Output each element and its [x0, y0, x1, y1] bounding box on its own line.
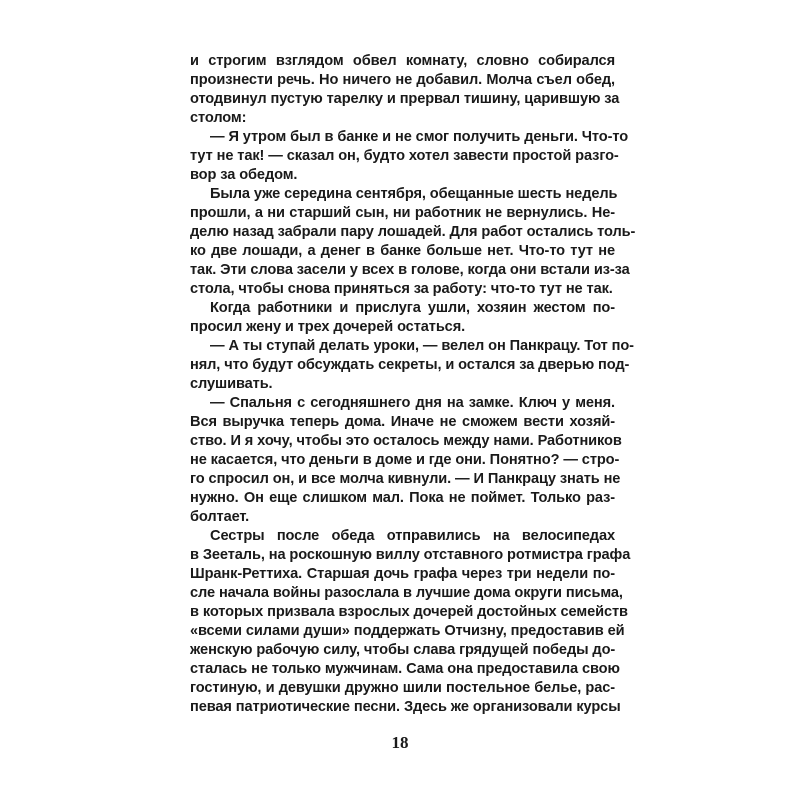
text-line: Вся выручка теперь дома. Иначе не сможем вести хозяй-	[190, 414, 615, 430]
text-line: прошли, а ни старший сын, ни работник не вернулись. Не-	[190, 205, 615, 221]
text-line: отодвинул пустую тарелку и прервал тишину, царившую за	[190, 91, 620, 107]
text-line: — А ты ступай делать уроки, — велел он Панкрацу. Тот по-	[210, 338, 634, 354]
text-line: болтает.	[190, 509, 250, 525]
text-line: стола, чтобы снова приняться за работу: что-то тут не так.	[190, 281, 613, 297]
text-line: в Зееталь, на роскошную виллу отставного ротмистра графа	[190, 547, 631, 563]
text-line: женскую рабочую силу, чтобы слава грядущей победы до-	[190, 642, 616, 658]
text-line: — Спальня с сегодняшнего дня на замке. Ключ у меня.	[210, 395, 615, 411]
text-line: произнести речь. Но ничего не добавил. Молча съел обед,	[190, 72, 615, 88]
text-line: Шранк-Реттиха. Старшая дочь графа через три недели по-	[190, 566, 615, 582]
text-line: Сестры после обеда отправились на велосипедах	[210, 528, 615, 544]
text-line: так. Эти слова засели у всех в голове, когда они встали из-за	[190, 262, 630, 278]
text-line: Когда работники и прислуга ушли, хозяин жестом по-	[210, 300, 615, 316]
text-line: просил жену и трех дочерей остаться.	[190, 319, 466, 335]
text-line: «всеми силами души» поддержать Отчизну, предоставив ей	[190, 623, 625, 639]
text-line: ко две лошади, а денег в банке больше нет. Что-то тут не	[190, 243, 615, 259]
text-line: делю назад забрали пару лошадей. Для работ остались толь-	[190, 224, 636, 240]
page-number: 18	[391, 733, 409, 752]
text-line: вор за обедом.	[190, 167, 298, 183]
text-line: гостиную, и девушки дружно шили постельное белье, рас-	[190, 680, 615, 696]
text-line: сле начала войны разослала в лучшие дома округи письма,	[190, 585, 623, 601]
text-line: ство. И я хочу, чтобы это осталось между нами. Работников	[190, 433, 622, 449]
text-line: певая патриотические песни. Здесь же организовали курсы	[190, 699, 621, 715]
text-line: — Я утром был в банке и не смог получить деньги. Что-то	[210, 129, 629, 145]
text-line: слушивать.	[190, 376, 273, 392]
text-line: тут не так! — сказал он, будто хотел завести простой разго-	[190, 148, 619, 164]
book-page-text	[190, 52, 636, 717]
text-line: нужно. Он еще слишком мал. Пока не поймет. Только раз-	[190, 490, 615, 506]
text-line: Была уже середина сентября, обещанные шесть недель	[210, 186, 618, 202]
text-line: не касается, что деньги в доме и где они. Понятно? — стро-	[190, 452, 620, 468]
text-line: го спросил он, и все молча кивнули. — И Панкрацу знать не	[190, 471, 621, 487]
text-line: и строгим взглядом обвел комнату, словно собирался	[190, 53, 615, 69]
text-line: нял, что будут обсуждать секреты, и остался за дверью под-	[190, 357, 630, 373]
text-line: сталась не только мужчинам. Сама она предоставила свою	[190, 661, 620, 677]
text-line: в которых призвала взрослых дочерей достойных семейств	[190, 604, 628, 620]
text-line: столом:	[190, 110, 247, 126]
